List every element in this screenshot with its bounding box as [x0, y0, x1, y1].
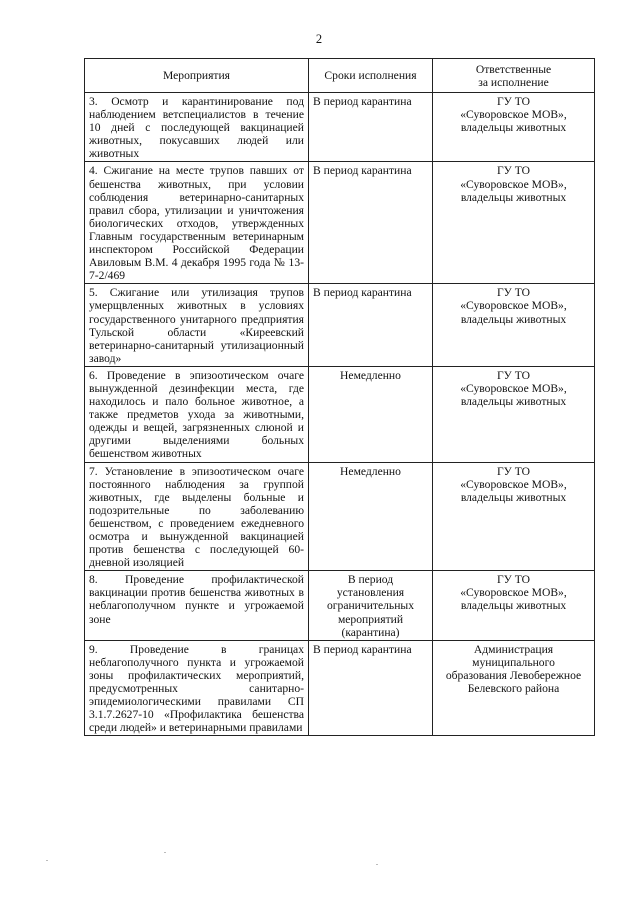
activity-cell: 4. Сжигание на месте трупов павших от бешенства животных, при условии соблюдения ветеринарно-санитарных правил сбора, утилизации и уничтожения биологических отходов, утвержденных Главным государственным ветеринарным инспектором Российской Федерации Авиловым В.М. 4 декабря 1995 года № 13-7-2/469 [85, 162, 309, 284]
responsible-cell: ГУ ТО «Суворовское МОВ», владельцы животных [433, 366, 595, 462]
table-row [85, 284, 595, 367]
activity-cell: 3. Осмотр и карантинирование под наблюдением ветспециалистов в течение 10 дней с последующей вакцинацией животных, покусавших людей или животных [85, 93, 309, 162]
header-activities: Мероприятия [85, 59, 309, 93]
table-row [85, 462, 595, 571]
table-row [85, 162, 595, 284]
page-number: 2 [315, 32, 323, 46]
responsible-cell: ГУ ТО «Суворовское МОВ», владельцы животных [433, 284, 595, 367]
deadline-cell: В период установления ограничительных мероприятий (карантина) [309, 571, 433, 640]
header-deadlines: Сроки исполнения [309, 59, 433, 93]
deadline-cell: В период карантина [309, 162, 433, 284]
deadline-cell: В период карантина [309, 284, 433, 367]
deadline-cell: В период карантина [309, 93, 433, 162]
deadline-cell: Немедленно [309, 366, 433, 462]
activity-cell: 5. Сжигание или утилизация трупов умерщвленных животных в условиях государственного унитарного предприятия Тульской области «Киреевский ветеринарно-санитарный утилизационный завод» [85, 284, 309, 367]
responsible-cell: ГУ ТО «Суворовское МОВ», владельцы животных [433, 93, 595, 162]
scan-speck [376, 864, 378, 865]
measures-table [84, 58, 595, 736]
responsible-cell: Администрация муниципального образования Левобережное Белевского района [433, 640, 595, 736]
table-row [85, 571, 595, 640]
table-row [85, 366, 595, 462]
deadline-cell: В период карантина [309, 640, 433, 736]
header-responsible: Ответственные за исполнение [433, 59, 595, 93]
responsible-cell: ГУ ТО «Суворовское МОВ», владельцы животных [433, 571, 595, 640]
deadline-cell: Немедленно [309, 462, 433, 571]
responsible-cell: ГУ ТО «Суворовское МОВ», владельцы животных [433, 462, 595, 571]
scan-speck [164, 852, 166, 853]
activity-cell: 9. Проведение в границах неблагополучного пункта и угрожаемой зоны профилактических мероприятий, предусмотренных санитарно-эпидемиологическими правилами СП 3.1.7.2627-10 «Профилактика бешенства среди людей» и ветеринарными правилами [85, 640, 309, 736]
table-header-row [85, 59, 595, 93]
table-row [85, 640, 595, 736]
scan-speck [46, 860, 48, 861]
activity-cell: 8. Проведение профилактической вакцинации против бешенства животных в неблагополучном пункте и угрожаемой зоне [85, 571, 309, 640]
activity-cell: 7. Установление в эпизоотическом очаге постоянного наблюдения за группой животных, где выделены больные и подозрительные по заболеванию бешенством, с проведением ежедневного осмотра и вынужденной вакцинацией против бешенства с последующей 60-дневной изоляцией [85, 462, 309, 571]
activity-cell: 6. Проведение в эпизоотическом очаге вынужденной дезинфекции места, где находилось и пало больное животное, а также предметов ухода за животными, одежды и вещей, загрязненных слюной и другими выделениями больных бешенством животных [85, 366, 309, 462]
table-row [85, 93, 595, 162]
responsible-cell: ГУ ТО «Суворовское МОВ», владельцы животных [433, 162, 595, 284]
